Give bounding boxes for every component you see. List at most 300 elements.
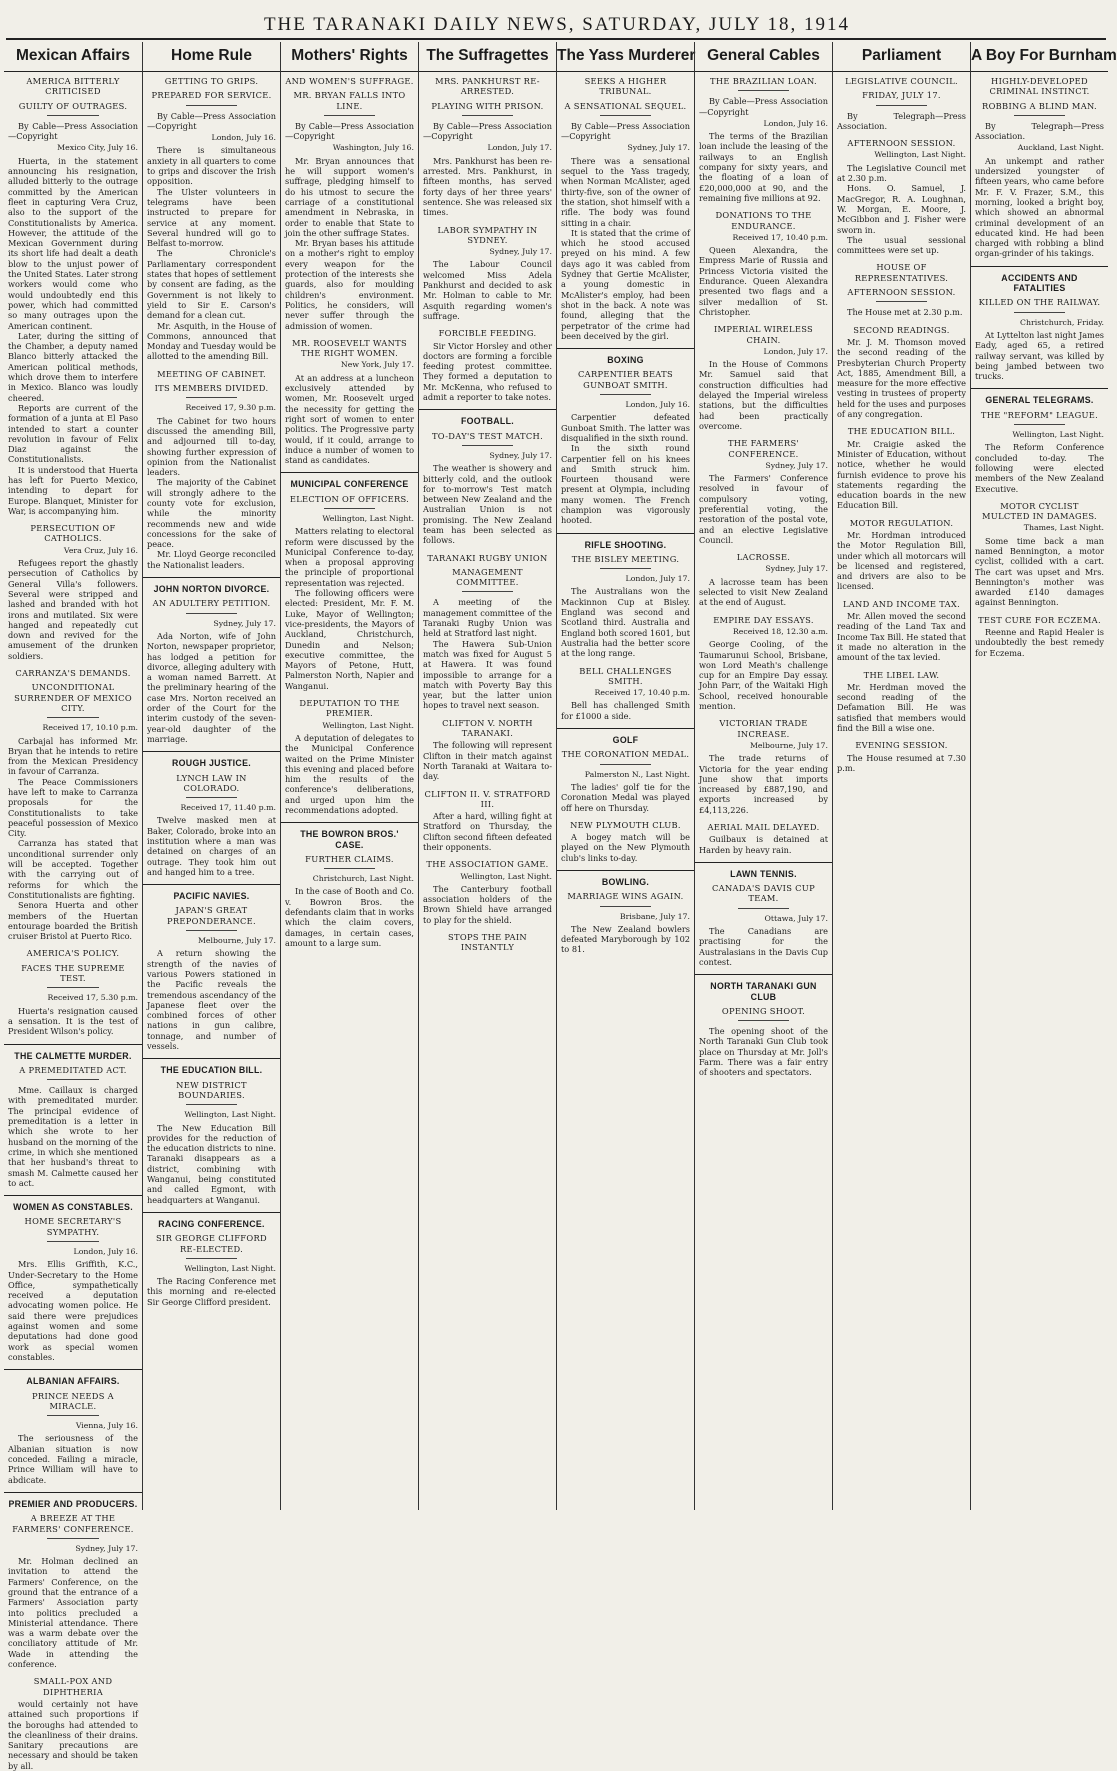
article-headline: RIFLE SHOOTING. [584,539,667,550]
section-rule [557,728,694,729]
article-headline: PERSECUTION OF CATHOLICS. [30,523,116,544]
article-headline: THE LIBEL LAW. [863,669,940,680]
article-paragraph: The usual sessional committees were set up. [837,234,966,256]
headline-divider [186,105,238,106]
article-headline: MEETING OF CABINET. [157,368,266,379]
article-dateline: Wellington, Last Night. [184,1263,276,1273]
article-dateline: Received 17, 10.40 p.m. [594,688,690,698]
article-paragraph: The opening shoot of the North Taranaki Gun Club took place on Thursday at Mr. Joll's Farm. There was a fair entry of shooters and spectators. [699,1026,828,1078]
headline-divider [186,797,238,798]
article-dateline: Christchurch, Friday. [1020,317,1104,327]
article-headline: BOXING [607,355,644,366]
article [561,820,690,863]
article [147,1219,276,1307]
article-dateline: Wellington, Last Night. [874,150,966,160]
article-source: By Cable—Press Association—Copyright [561,120,690,142]
article-headline: HOUSE OF REPRESENTATIVES. [854,262,949,283]
article [699,438,828,545]
headline-divider [1014,312,1066,313]
article-paragraph: The New Education Bill provides for the reduction of the education districts to nine. Taranaki disappears as a district, combining with Wanganui, being constituted and called Egmont, with headquarters at Wanganui. [147,1122,276,1205]
section-rule [557,348,694,349]
article-headline: STOPS THE PAIN INSTANTLY [448,932,527,953]
article-headline: PACIFIC NAVIES. [173,891,250,902]
article [699,324,828,431]
section-rule [971,388,1108,389]
article-paragraph: The Hawera Sub-Union match was fixed for August 5 at Hawera. It was found impossible to arrange for a match with Poverty Bay this year, but the latter union hopes to travel next season. [423,638,552,711]
article-paragraph: Huerta, in the statement announcing his resignation, alluded bitterly to the outrage committed by the American fleet in capturing Vera Cruz, also to the support of the Constitutionalists by America. However, the attitude of the Mexican Government during its short life had dealt a death blow to the unjust power of the United States. Later strong workers would come who would undoubtedly end this power, which had committed so many outrages upon the American continent. [8,155,138,331]
article [285,76,414,331]
article-dateline: Vera Cruz, July 16. [63,545,138,555]
article-dateline: Palmerston N., Last Night. [584,769,690,779]
article [561,666,690,721]
article-subhead: FURTHER CLAIMS. [305,853,394,864]
article-dateline: Wellington, Last Night. [322,720,414,730]
article [837,518,966,592]
article-paragraph: The House met at 2.30 p.m. [847,307,963,318]
article-paragraph: A bogey match will be played on the New Plymouth club's links to-day. [561,832,690,863]
article-headline: MOTOR REGULATION. [849,517,954,528]
article-headline: GETTING TO GRIPS. [164,76,259,86]
article [285,829,414,948]
article-dateline: London, July 16. [211,133,276,143]
article-paragraph: Refugees report the ghastly persecution of Catholics by General Villa's followers. Several were stripped and lashed and branded with hot irons and mutilated. Six were hanged and repeatedly cut down and revived for the amusement of the drunken soldiers. [8,558,138,661]
article-source: By Cable—Press Association—Copyright [147,110,276,131]
headline-divider [186,613,238,614]
article-dateline: Wellington, Last Night. [322,513,414,523]
article-dateline: Sydney, July 17. [489,247,552,257]
article-paragraph: Later, during the sitting of the Chamber, a deputy named Blanco bitterly attacked the American political methods, which drove them to interfere in Mexico. Blanco was loudly cheered. [8,330,138,403]
article-paragraph: Carbajal has informed Mr. Bryan that he intends to retire from the Mexican Presidency in favour of Carranza. [8,735,138,777]
article-paragraph: At Lyttelton last night James Eady, aged 65, a retired railway servant, was killed by being jambed between two trucks. [975,329,1104,382]
article-paragraph: A deputation of delegates to the Municipal Conference waited on the Prime Minister this evening and placed before him the results of the conference's deliberations, and urged upon him the recommendations adopted. [285,732,414,815]
column-heading: A Boy For Burnham [971,42,1108,72]
article-paragraph: Mrs. Pankhurst has been re-arrested. Mrs. Pankhurst, in fifteen months, has served forty days of her three years' sentence. She was released six times. [423,155,552,218]
article-subhead: KILLED ON THE RAILWAY. [978,297,1101,308]
article [837,262,966,317]
article-paragraph: The House resumed at 7.30 p.m. [837,752,966,773]
article-paragraph: The following officers were elected: President, Mr. F. M. Luke, Mayor of Wellington; vice-presidents, the Mayors of Auckland, Christchurch, Dunedin and Nelson; executive committee, the Mayors of Petone, Hutt, Palmerston North, Napier and Wanganui. [285,588,414,691]
article [423,328,552,402]
article-paragraph: Mr. Bryan announces that he will support women's suffrage, pledging himself to do his utmost to secure the carriage of a constitutional amendment in Nebraska, in order to enable that State to join the other suffrage States. [285,155,414,238]
article-headline: CLIFTON II. V. STRATFORD III. [424,788,551,809]
article-paragraph: Hons. O. Samuel, J. MacGregor, R. A. Loughnan, W. Morgan, E. Moore, J. McGibbon and J. Fisher were sworn in. [837,183,966,235]
article-dateline: London, July 17. [625,574,690,584]
article-paragraph: The Labour Council welcomed Miss Adela Pankhurst and decided to ask Mr. Holman to cable to Mr. Asquith regarding women's suffrage. [423,259,552,321]
article [975,615,1104,658]
article-paragraph: A lacrosse team has been selected to visit New Zealand at the end of August. [699,576,828,608]
article [561,540,690,659]
article-headline: BOWLING. [601,877,650,887]
article-dateline: Received 18, 12.30 a.m. [732,626,828,636]
article-headline: LEGISLATIVE COUNCIL. [845,76,958,86]
article-dateline: Washington, July 16. [332,143,414,153]
headline-divider [600,115,652,116]
article-paragraph: The trade returns of Victoria for the year ending June show that imports increased by £887,190, and exports increased by £4,113,226. [699,753,828,815]
article-headline: LABOR SYMPATHY IN SYDNEY. [437,224,538,245]
article-paragraph: In the House of Commons Mr. Samuel said that construction difficulties had delayed the Imperial wireless stations, but the difficulties had been practically overcome. [699,359,828,431]
headline-divider [186,930,238,931]
article-paragraph: There is simultaneous anxiety in all quarters to come to grips and discover the Irish opposition. [147,145,276,187]
article-subhead: FACES THE SUPREME TEST. [21,962,125,984]
article-paragraph: The ladies' golf tie for the Coronation Medal was played off here on Thursday. [561,781,690,813]
article [423,553,552,711]
article-subhead: ROBBING A BLIND MAN. [982,100,1097,111]
article-dateline: London, July 16. [763,118,828,128]
article-headline: THE CALMETTE MURDER. [14,1050,132,1061]
article-paragraph: In the sixth round Carpentier fell on his knees and Smith struck him. Fourteen thousand were present at Olympia, including many women. The French champion was vigorously hooted. [561,443,690,526]
article-source: By Cable—Press Association—Copyright [423,120,552,142]
article-dateline: Wellington, Last Night. [460,871,552,881]
article-dateline: London, July 17. [763,346,828,356]
article-paragraph: Mr. Lloyd George reconciled the Nationalist leaders. [147,549,276,570]
article-paragraph: Mr. Hordman introduced the Motor Regulation Bill, under which all motorcars will be licensed and registered, and drivers are also to be licensed. [837,529,966,592]
section-rule [143,1058,280,1059]
article [8,76,138,516]
article-headline: TARANAKI RUGBY UNION [427,552,548,563]
article-headline: SMALL-POX AND DIPHTHERIA [33,1676,113,1697]
section-rule [4,1044,142,1045]
article-paragraph: The Australians won the Mackinnon Cup at Bisley. England was second and Scotland third. Australia and England both scored 1601, but Australia had the better score at the long range. [561,586,690,659]
article-headline: FOOTBALL. [460,416,515,427]
article-paragraph: Mme. Caillaux is charged with premeditated murder. The principal evidence of premeditation is a letter in which she wrote to her husband on the morning of the crime, in which she mentioned that her husband's threat to smash M. Calmette caused her to act. [8,1085,138,1188]
article-paragraph: The Reform Conference concluded to-day. The following were elected members of the New Zealand Executive. [975,442,1104,494]
article-paragraph: Mr. Craigie asked the Minister of Education, without notice, whether he would furnish evidence to prove his statements regarding the education boards in the new Education Bill. [837,438,966,511]
article [837,599,966,663]
article [147,369,276,570]
article [423,76,552,218]
article [423,789,552,853]
section-rule [695,974,832,975]
article [699,615,828,712]
article [837,426,966,510]
article-dateline: Sydney, July 17. [765,460,828,470]
article-headline: MOTOR CYCLIST MULCTED IN DAMAGES. [982,500,1097,522]
headline-divider [47,1079,99,1080]
article [147,76,276,362]
article-headline: EMPIRE DAY ESSAYS. [713,614,814,625]
article-headline: TEST CURE FOR ECZEMA. [978,614,1101,625]
article [975,395,1104,493]
article-headline: THE BRAZILIAN LOAN. [710,76,817,86]
column-7 [832,42,970,1510]
article [699,869,828,967]
article-paragraph: Reenne and Rapid Healer is undoubtedly the best remedy for Eczema. [975,627,1104,658]
article-paragraph: The Peace Commissioners have left to make to Carranza proposals for the Constitutionalists to take peaceful possession of Mexico City. [8,776,138,839]
article [423,225,552,322]
article-dateline: Wellington, Last Night. [184,1110,276,1120]
article-paragraph: The Racing Conference met this morning and re-elected Sir George Clifford president. [147,1276,276,1307]
headline-divider [186,1258,238,1259]
headline-divider [1014,424,1066,425]
article [423,859,552,925]
article-dateline: Brisbane, July 17. [619,911,690,921]
headline-divider [47,115,99,116]
article-subhead: THE BISLEY MEETING. [571,553,680,564]
article-subhead: LYNCH LAW IN COLORADO. [176,772,247,793]
article [699,552,828,607]
article-dateline: London, July 16. [625,400,690,410]
article-headline: FORCIBLE FEEDING. [438,328,537,339]
article-paragraph: The New Zealand bowlers defeated Maryborough by 102 to 81. [561,923,690,955]
article [8,668,138,941]
article-paragraph: An unkempt and rather undersized youngster of fifteen years, who came before Mr. F. V. Frazer, S.M., this morning, looked a bright boy, which showed an abnormal criminal development of an educated kind. He had been charged with robbing a blind organ-grinder of his takings. [975,155,1104,259]
article-subhead: A PREMEDITATED ACT. [19,1064,127,1075]
article-dateline: New York, July 17. [340,360,414,370]
headline-divider [738,1020,790,1021]
columns [4,42,1117,1771]
article-headline: LACROSSE. [736,552,791,563]
article-paragraph: The Legislative Council met at 2.30 p.m. [837,162,966,184]
article-headline: LAWN TENNIS. [730,868,797,879]
section-rule [557,870,694,871]
article-headline: ACCIDENTS AND FATALITIES [1001,272,1078,294]
article [837,740,966,773]
article-dateline: Received 17, 11.40 p.m. [180,803,276,813]
article-paragraph: Reports are current of the formation of a junta at El Paso intended to start a counter revolution in favour of Felix Diaz against the Constitutionalists. [8,402,138,465]
headline-divider [186,1104,238,1105]
article [699,210,828,317]
article-dateline: Sydney, July 17. [765,564,828,574]
masthead-rule [6,38,1106,40]
article-subhead: PLAYING WITH PRISON. [431,100,544,111]
article-paragraph: The terms of the Brazilian loan include the leasing of the railways to an English company for sixty years, and the floating of a loan of £20,000,000 at 90, and the remaining five millions at 92. [699,131,828,203]
masthead: THE TARANAKI DAILY NEWS, SATURDAY, JULY 18, 1914 [263,14,851,35]
article [699,981,828,1077]
article-paragraph: Huerta's resignation caused a sensation. It is the test of President Wilson's policy. [8,1005,138,1037]
article-paragraph: Mr. Bryan bases his attitude on a mother's right to employ every weapon for the protection of the interests she guards, also for moulding children's environment. Politics, he considers, will never suffer through the admission of women. [285,238,414,331]
article [147,584,276,744]
article-dateline: Ottawa, July 17. [764,913,828,923]
headline-divider [876,301,928,302]
article-headline: AFTERNOON SESSION. [847,138,956,149]
article-headline: MRS. PANKHURST RE-ARRESTED. [435,76,540,97]
article-dateline: Thames, Last Night. [1023,523,1104,533]
article-subhead: SIR GEORGE CLIFFORD RE-ELECTED. [156,1233,267,1254]
article-dateline: Christchurch, Last Night. [312,874,414,884]
article-headline: BELL CHALLENGES SMITH. [579,665,672,686]
column-heading: The Suffragettes [419,42,556,72]
column-heading: The Yass Murderer [557,42,694,72]
article [285,698,414,815]
column-6 [694,42,832,1510]
article-paragraph: It is understood that Huerta has left for Puerto Mexico, intending to depart for Europe. Blanquet, Minister for War, is accompanying him. [8,464,138,516]
article-paragraph: Mr. Allen moved the second reading of the Land Tax and Income Tax Bill. He stated that it made no alteration in the amount of the tax levied. [837,611,966,663]
article-paragraph: The Canterbury football association holders of the Brown Shield have arranged to play for the shield. [423,883,552,925]
article-headline: GOLF [612,735,639,746]
article [147,891,276,1051]
headline-divider [738,908,790,909]
column-3 [280,42,418,1510]
article-dateline: Wellington, Last Night. [1012,430,1104,440]
article [561,355,690,525]
article-subhead: A BREEZE AT THE FARMERS' CONFERENCE. [12,1513,134,1534]
article-paragraph: George Cooling, of the Taumarunui School, Brisbane, won Lord Meath's challenge cup for an Empire Day essay. John Parr, of the Waitaki High School, received honourable mention. [699,639,828,712]
article [8,1051,138,1189]
article-subhead: ELECTION OF OFFICERS. [289,493,410,504]
article-subhead: TO-DAY'S TEST MATCH. [431,430,544,441]
article-headline: DONATIONS TO THE ENDURANCE. [715,210,812,231]
article-headline: THE FARMERS' CONFERENCE. [727,438,800,459]
article [285,338,414,466]
column-2 [142,42,280,1510]
article-paragraph: The Chronicle's Parliamentary correspondent states that hopes of settlement by consent are fading, as the Government is not likely to yield to Sir E. Carson's demand for a clean cut. [147,248,276,321]
article-dateline: Melbourne, July 17. [197,936,276,946]
article-subhead: CANADA'S DAVIS CUP TEAM. [712,883,815,904]
article [285,479,414,691]
article-subhead: FRIDAY, JULY 17. [862,90,941,101]
article-headline: NORTH TARANAKI GUN CLUB [710,981,817,1002]
article-dateline: London, July 17. [487,143,552,153]
article-subhead: UNCONDITIONAL SURRENDER OF MEXICO CITY. [14,682,132,713]
article-paragraph: would certainly not have attained such proportions if the boroughs had attended to the cleanliness of their drains. Sanitary precautions are necessary and should be taken by all. [8,1698,138,1771]
article-dateline: Received 17, 9.30 p.m. [185,403,276,413]
article-subhead: ITS MEMBERS DIVIDED. [154,383,269,394]
column-1 [4,42,142,1771]
article-headline: NEW PLYMOUTH CLUB. [570,819,681,830]
article [8,523,138,661]
article-headline: JOHN NORTON DIVORCE. [153,584,270,595]
article-dateline: Received 17, 10.10 p.m. [42,723,138,733]
article-subhead: MARRIAGE WINS AGAIN. [567,891,684,902]
article-subhead: THE CORONATION MEDAL. [561,749,690,760]
article-paragraph: After a hard, willing fight at Stratford on Thursday, the Clifton second fifteen defeated their opponents. [423,811,552,852]
article-dateline: Sydney, July 17. [213,618,276,628]
article [8,948,138,1036]
article [837,138,966,255]
article-paragraph: Twelve masked men at Baker, Colorado, broke into an institution where a man was detained on charges of an outrage. They took him out and hanged him to a tree. [147,815,276,877]
article-headline: MR. ROOSEVELT WANTS THE RIGHT WOMEN. [292,337,407,359]
article-paragraph: The Ulster volunteers in telegrams have been instructed to prepare for service at any moment. Several hundred will go to Belfast to-morrow. [147,186,276,249]
article-paragraph: Sir Victor Horsley and other doctors are forming a forcible feeding protest committee. They formed a deputation to Mr. McKenna, who refused to admit a reporter to take notes. [423,340,552,403]
article-subhead: PRINCE NEEDS A MIRACLE. [32,1390,114,1411]
section-rule [4,1195,142,1196]
article-dateline: Sydney, July 17. [489,450,552,460]
article-subhead: AN ADULTERY PETITION. [152,598,271,609]
article-source: By Cable—Press Association—Copyright [699,96,828,117]
article-dateline: Sydney, July 17. [627,143,690,153]
article-paragraph: Queen Alexandra, the Empress Marie of Russia and Princess Victoria visited the Endurance. Queen Alexandra presented two flags and a silver medallion of St. Christopher. [699,245,828,317]
article [423,718,552,782]
article-headline: THE ASSOCIATION GAME. [426,859,549,870]
article [147,758,276,877]
article-headline: ROUGH JUSTICE. [172,758,251,769]
headline-divider [47,1241,99,1242]
article-headline: HIGHLY-DEVELOPED CRIMINAL INSTINCT. [989,76,1090,97]
article-subhead: PREPARED FOR SERVICE. [151,90,272,101]
article [147,1065,276,1205]
section-rule [4,1369,142,1370]
section-rule [143,884,280,885]
article-dateline: Auckland, Last Night. [1017,143,1104,153]
column-heading: Mothers' Rights [281,42,418,72]
article-headline: GENERAL TELEGRAMS. [985,395,1094,406]
column-4 [418,42,556,1510]
article-paragraph: The weather is showery and bitterly cold, and the outlook for to-morrow's Test match between New Zealand and the Australian Union is not promising. The New Zealand team has been selected as follows. [423,463,552,546]
article-headline: CLIFTON V. NORTH TARANAKI. [442,717,533,739]
headline-divider [462,445,514,446]
article-paragraph: The Farmers' Conference resolved in favour of compulsory voting, preferential voting, the restoration of the postal vote, and an elective Legislative Council. [699,473,828,545]
headline-divider [462,115,514,116]
section-rule [971,266,1108,267]
headline-divider [47,987,99,988]
article-headline: THE EDUCATION BILL. [847,426,956,437]
article [8,1499,138,1669]
article-subhead: A SENSATIONAL SEQUEL. [564,100,687,111]
article-subhead: HOME SECRETARY'S SYMPATHY. [24,1216,122,1237]
article-headline: AMERICA'S POLICY. [26,948,120,959]
article-headline: IMPERIAL WIRELESS CHAIN. [713,324,814,345]
article-subhead: GUILTY OF OUTRAGES. [18,100,128,111]
headline-divider [47,717,99,718]
article-paragraph: Mr. Holman declined an invitation to attend the Farmers' Conference, on the ground that the entrance of a Farmers' Association party into politics precluded a Ministerial attendance. There was a warm debate over the conciliatory attitude of Mr. Wade in attending the conference. [8,1556,138,1670]
section-rule [4,1492,142,1493]
article-subhead: NEW DISTRICT BOUNDARIES. [176,1079,247,1100]
article-subhead: MR. BRYAN FALLS INTO LINE. [293,90,406,111]
article-paragraph: By Telegraph—Press Association. [837,110,966,131]
article-subhead: MANAGEMENT COMMITTEE. [452,566,523,588]
section-rule [143,1212,280,1213]
article-headline: AND WOMEN'S SUFFRAGE. [285,76,414,86]
article-paragraph: There was a sensational sequel to the Yass tragedy, when Norman McAlister, aged thirty-five, son of the owner of the station, shot himself with a rifle. The body was found sitting in a chair. [561,155,690,228]
article-source: By Cable—Press Association—Copyright [8,120,138,142]
article [561,76,690,341]
headline-divider [1014,115,1066,116]
article [699,76,828,203]
article [561,877,690,955]
article-source: By Cable—Press Association—Copyright [285,120,414,142]
article-subhead: AFTERNOON SESSION. [847,287,956,298]
article-paragraph: Mr. Herdman moved the second reading of the Defamation Bill. He was satisfied that members would find the Bill a wise one. [837,681,966,734]
article [699,718,828,815]
article-dateline: London, July 16. [73,1246,138,1256]
headline-divider [600,764,652,765]
article-headline: VICTORIAN TRADE INCREASE. [719,718,808,739]
section-rule [557,533,694,534]
article-headline: AERIAL MAIL DELAYED. [707,822,820,832]
article-paragraph: The majority of the Cabinet will strongly adhere to the county vote for exclusion, while the minority recommends new and wide concessions for the sake of peace. [147,477,276,550]
column-heading: Mexican Affairs [4,42,142,72]
article-headline: THE EDUCATION BILL. [160,1065,263,1076]
headline-divider [186,397,238,398]
article [975,501,1104,608]
headline-divider [47,1538,99,1539]
article-paragraph: The seriousness of the Albanian situation is now conceded. Failing a miracle, Prince William will have to abdicate. [8,1433,138,1485]
article-headline: CARRANZA'S DEMANDS. [15,668,131,679]
article-headline: EVENING SESSION. [855,740,948,751]
article-paragraph: Bell has challenged Smith for £1000 a side. [561,700,690,721]
column-heading: Parliament [833,42,970,72]
article-subhead: CARPENTIER BEATS GUNBOAT SMITH. [578,369,673,390]
article-paragraph: Some time back a man named Bennington, a motor cyclist, collided with a cart. The cart was upset and Mrs. Bennington's mother was awarded £140 damages against Bennington. [975,535,1104,608]
article-paragraph: Senora Huerta and other members of the Huertan entourage boarded the British cruiser Bristol at Puerto Rico. [8,900,138,942]
headline-divider [324,115,376,116]
section-rule [281,822,418,823]
article-headline: WOMEN AS CONSTABLES. [13,1202,133,1213]
article [8,1376,138,1485]
article-paragraph: The Canadians are practising for the Australasians in the Davis Cup contest. [699,926,828,967]
article-paragraph: Guilbaux is detained at Harden by heavy rain. [699,834,828,855]
article-subhead: JAPAN'S GREAT PREPONDERANCE. [167,905,256,926]
article [423,416,552,545]
article-paragraph: It is stated that the crime of which he stood accused preyed on his mind. A few days ago it was cabled from Sydney that Gertie McAlister, a young domestic in McAlister's employ, had been shot in the back. A note was found, alleging that the perpetrator of the crime had been deceived by the girl. [561,227,690,341]
article-dateline: Vienna, July 16. [75,1421,138,1431]
article-paragraph: At an address at a luncheon exclusively attended by women, Mr. Roosevelt urged the necessity for getting the right sort of women to enter politics. The Progressive party would, if it could, arrange to induce a number of women to stand as candidates. [285,372,414,466]
article [699,822,828,855]
article-subhead: THE "REFORM" LEAGUE. [980,409,1099,420]
article-subhead: OPENING SHOOT. [721,1005,806,1016]
article-headline: SEEKS A HIGHER TRIBUNAL. [584,76,667,97]
column-heading: Home Rule [143,42,280,72]
